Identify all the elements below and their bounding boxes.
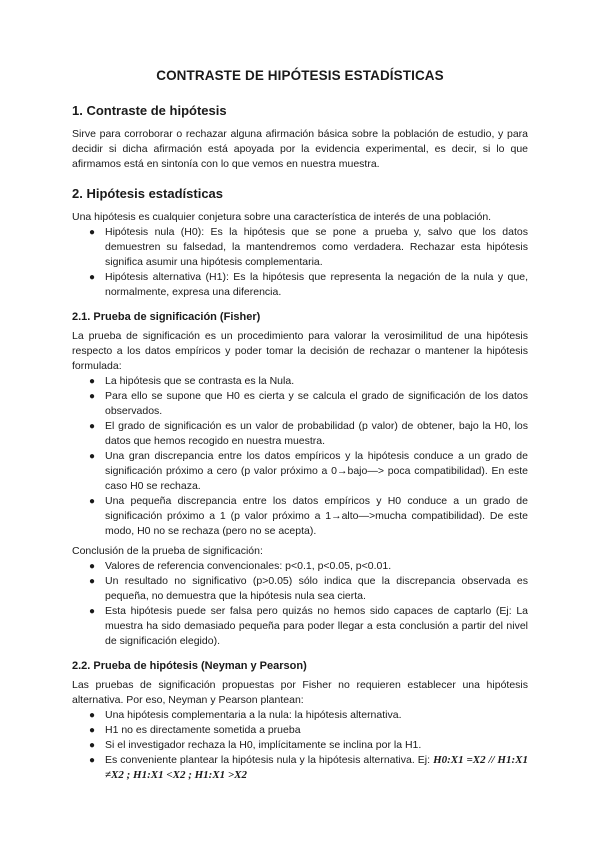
bullet-icon: ● [89,606,96,617]
bullet-icon: ● [89,272,96,283]
section-2-1-paragraph: La prueba de significación es un procedimiento para valorar la verosimilitud de una hipótesis respecto a los datos empíricos y poder tomar la decisión de rechazar o mantener la hipótesis formulada: [72,330,528,372]
section-2-1-heading: 2.1. Prueba de significación (Fisher) [72,311,261,323]
list-item: ● Valores de referencia convencionales: p<0.1, p<0.05, p<0.01. [89,560,392,572]
bullet-icon: ● [89,576,96,587]
bullet-icon: ● [89,740,96,751]
bullet-icon: ● [89,376,96,387]
list-item: ● Es conveniente plantear la hipótesis nula y la hipótesis alternativa. Ej: H0:X1 =X2 // H1:X1 ≠X2 ; H1:X1 <X2 ; H1:X1 >X2 [89,754,528,781]
list-item: ● La hipótesis que se contrasta es la Nula. [89,375,295,387]
bullet-icon: ● [89,391,96,402]
hypothesis-formula: H0:X1 =X2 // H1:X1 ≠X2 ; H1:X1 <X2 ; H1:X1 >X2 [105,754,528,781]
bullet-icon: ● [89,496,96,507]
document-page [72,68,528,783]
conclusion-label: Conclusión de la prueba de significación: [72,545,263,557]
list-item: ● Hipótesis nula (H0): Es la hipótesis que se pone a prueba y, salvo que los datos demuestren su falsedad, la mantendremos como verdadera. Rechazar esta hipótesis significa asumir una hipótesis complementaria. [89,226,528,268]
list-item: ● Una hipótesis complementaria a la nula: la hipótesis alternativa. [89,709,402,721]
bullet-icon: ● [89,710,96,721]
list-item: ● Hipótesis alternativa (H1): Es la hipótesis que representa la negación de la nula y que, normalmente, expresa una diferencia. [89,271,528,298]
section-2-2-paragraph: Las pruebas de significación propuestas por Fisher no requieren establecer una hipótesis alternativa. Por eso, Neyman y Pearson plantean: [72,679,528,706]
section-2-paragraph: Una hipótesis es cualquier conjetura sobre una característica de interés de una población. [72,211,492,223]
list-item: ● Una pequeña discrepancia entre los datos empíricos y H0 conduce a un grado de significación próximo a 1 (p valor próximo a 1→alto—>mucha compatibilidad). De este modo, H0 no se rechaza (pero no se acepta). [89,495,528,537]
bullet-icon: ● [89,227,96,238]
section-2-list [72,225,528,300]
list-item: ● El grado de significación es un valor de probabilidad (p valor) de obtener, bajo la H0, los datos que hemos recogido en nuestra muestra. [89,420,528,447]
list-item: ● Una gran discrepancia entre los datos empíricos y la hipótesis conduce a un grado de significación próximo a cero (p valor próximo a 0→bajo—> poca compatibilidad). En este caso H0 se rechaza. [89,450,528,492]
conclusion-list [72,559,528,649]
list-item: ● Esta hipótesis puede ser falsa pero quizás no hemos sido capaces de captarlo (Ej: La muestra ha sido demasiado pequeña para poder llegar a esta conclusión a partir del nivel de significación elegido). [89,605,528,647]
list-item: ● H1 no es directamente sometida a prueba [89,724,301,736]
document-title: CONTRASTE DE HIPÓTESIS ESTADÍSTICAS [156,68,444,83]
section-2-1-list [72,374,528,539]
list-item: ● Para ello se supone que H0 es cierta y se calcula el grado de significación de los datos observados. [89,390,528,417]
bullet-icon: ● [89,755,96,766]
section-2-2-list [72,708,528,783]
list-item: ● Un resultado no significativo (p>0.05) sólo indica que la discrepancia observada es pequeña, no demuestra que la hipótesis nula sea cierta. [89,575,528,602]
bullet-icon: ● [89,561,96,572]
list-item: ● Si el investigador rechaza la H0, implícitamente se inclina por la H1. [89,739,422,751]
section-2-heading: 2. Hipótesis estadísticas [72,186,224,201]
section-1-paragraph: Sirve para corroborar o rechazar alguna afirmación básica sobre la población de estudio, y para decidir si dicha afirmación está apoyada por la evidencia experimental, es decir, si lo que afirmamos está en sintonía con lo que vemos en nuestra muestra. [72,128,528,170]
section-1-heading: 1. Contraste de hipótesis [72,103,227,118]
bullet-icon: ● [89,421,96,432]
bullet-icon: ● [89,725,96,736]
section-2-2-heading: 2.2. Prueba de hipótesis (Neyman y Pearson) [72,660,307,672]
bullet-icon: ● [89,451,96,462]
